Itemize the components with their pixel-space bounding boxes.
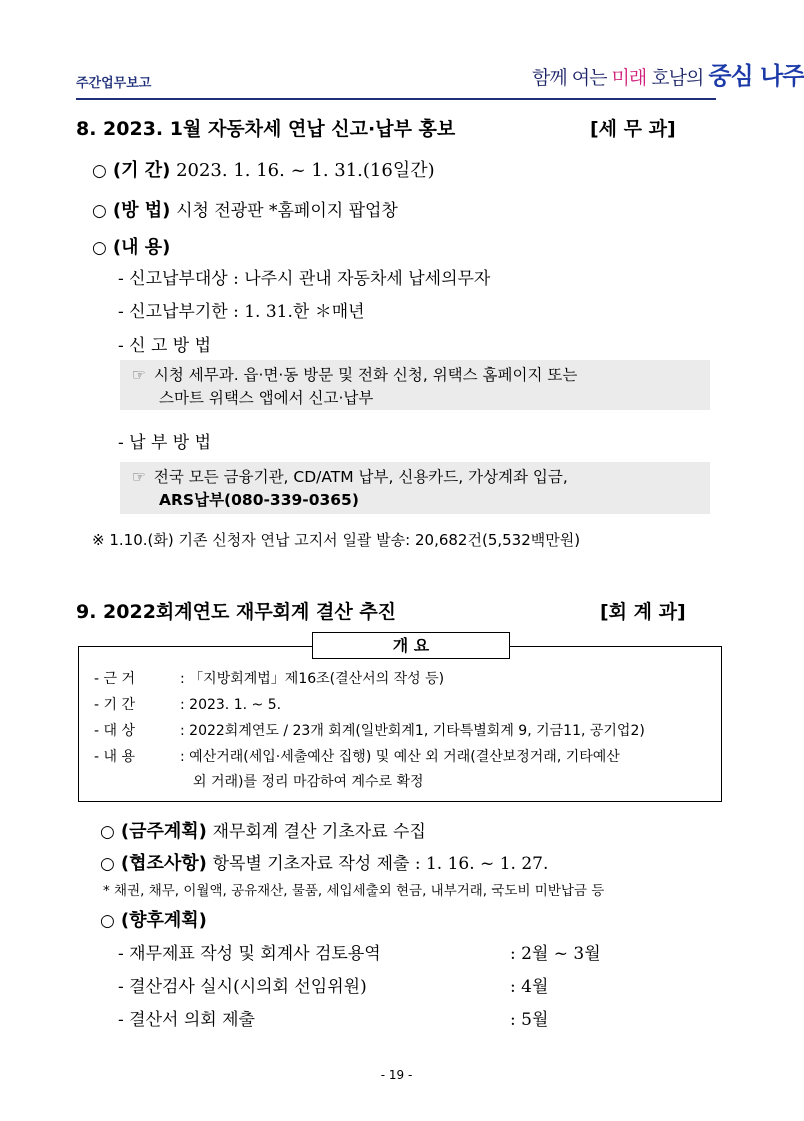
slogan-part: 중심 [708,61,753,90]
report-box-line1: 시청 세무과. 읍·면·동 방문 및 전화 신청, 위택스 홈페이지 또는 [153,366,578,384]
pay-method-heading: - 납 부 방 법 [118,433,212,453]
circle-bullet-icon: ○ [92,161,107,181]
this-week-label: (금주계획) [120,821,207,842]
future-plan-item [100,906,207,932]
overview-row: - 근 거 : 「지방회계법」제16조(결산서의 작성 등) [94,668,444,688]
circle-bullet-icon: ○ [100,854,115,874]
circle-bullet-icon: ○ [100,911,115,931]
overview-value: 예산거래(세입·세출예산 집행) 및 예산 외 거래(결산보정거래, 기타예산 [189,749,620,765]
slogan-part: 나주 [752,61,804,90]
circle-bullet-icon: ○ [92,201,107,221]
method-value: 시청 전광판 *홈페이지 팝업창 [176,201,398,221]
overview-row-continued: 외 거래)를 정리 마감하여 계수로 확정 [193,774,424,790]
circle-bullet-icon: ○ [92,238,107,258]
period-label: (기 간) [112,160,171,181]
report-method-heading: - 신 고 방 법 [118,336,212,356]
pay-method-box [120,462,710,514]
plan-task: - 결산검사 실시(시의회 선임위원) [118,977,367,997]
plan-task: - 재무제표 작성 및 회계사 검토용역 [118,944,381,964]
content-label: (내 용) [112,237,171,258]
plan-when: : 5월 [510,1010,549,1030]
report-method-box [120,360,710,410]
slogan-part: 함께 여는 [532,67,612,89]
future-plan-label: (향후계획) [120,910,207,931]
method-item [92,196,398,222]
plan-task: - 결산서 의회 제출 [118,1010,255,1030]
overview-value: 「지방회계법」제16조(결산서의 작성 등) [189,671,445,687]
method-label: (방 법) [112,200,171,221]
overview-row: - 기 간 : 2023. 1. ~ 5. [94,694,281,714]
overview-row: - 대 상 : 2022회계연도 / 23개 회계(일반회계1, 기타특별회계 9, 기금11, 공기업2) [94,720,645,740]
coop-item [100,849,548,875]
city-slogan-logo [532,56,804,91]
overview-row: - 내 용 : 예산거래(세입·세출예산 집행) 및 예산 외 거래(결산보정거래, 기타예산 [94,746,620,766]
period-value: 2023. 1. 16. ~ 1. 31.(16일간) [176,160,435,181]
section-8-title: 8. 2023. 1월 자동차세 연납 신고·납부 홍보 [76,118,456,140]
content-item [92,233,170,259]
overview-key: - 근 거 [94,671,136,687]
page-number: - 19 - [380,1068,413,1082]
plan-when: : 4월 [510,977,549,997]
pay-box-line1: 전국 모든 금융기관, CD/ATM 납부, 신용카드, 가상계좌 입금, [153,468,568,486]
section-8-note: ※ 1.10.(화) 기존 신청자 연납 고지서 일괄 발송: 20,682건(5,532백만원) [92,531,581,549]
overview-key: - 기 간 [94,697,136,713]
overview-key: - 내 용 [94,749,136,765]
slogan-part: 미래 [611,67,647,89]
period-item [92,156,435,182]
overview-key: - 대 상 [94,723,136,739]
overview-value: 2023. 1. ~ 5. [189,697,282,713]
coop-note: * 채권, 채무, 이월액, 공유재산, 물품, 세입세출외 현금, 내부거래, 국도비 미반납금 등 [103,883,605,899]
section-8-dept: [세 무 과] [590,118,676,140]
coop-label: (협조사항) [120,853,207,874]
header-divider [76,98,716,100]
overview-tab-title: 개 요 [312,632,510,659]
deadline-line: - 신고납부기한 : 1. 31.한 ＊매년 [118,302,365,322]
pointing-hand-icon: ☞ [132,468,146,486]
section-9-dept: [회 계 과] [600,601,686,623]
report-header-label: 주간업무보고 [76,76,152,91]
pointing-hand-icon: ☞ [132,366,146,384]
this-week-item [100,817,426,843]
coop-value: 항목별 기초자료 작성 제출 : 1. 16. ~ 1. 27. [212,854,549,874]
section-9-title: 9. 2022회계연도 재무회계 결산 추진 [76,601,397,623]
overview-value: 2022회계연도 / 23개 회계(일반회계1, 기타특별회계 9, 기금11, 공기업2) [189,723,645,739]
target-line: - 신고납부대상 : 나주시 관내 자동차세 납세의무자 [118,269,491,289]
circle-bullet-icon: ○ [100,822,115,842]
pay-box-line2: ARS납부(080-339-0365) [159,491,359,509]
report-box-line2: 스마트 위택스 앱에서 신고·납부 [159,389,374,407]
slogan-part: 호남의 [646,67,709,89]
plan-when: : 2월 ~ 3월 [510,944,601,964]
this-week-value: 재무회계 결산 기초자료 수집 [212,822,426,842]
